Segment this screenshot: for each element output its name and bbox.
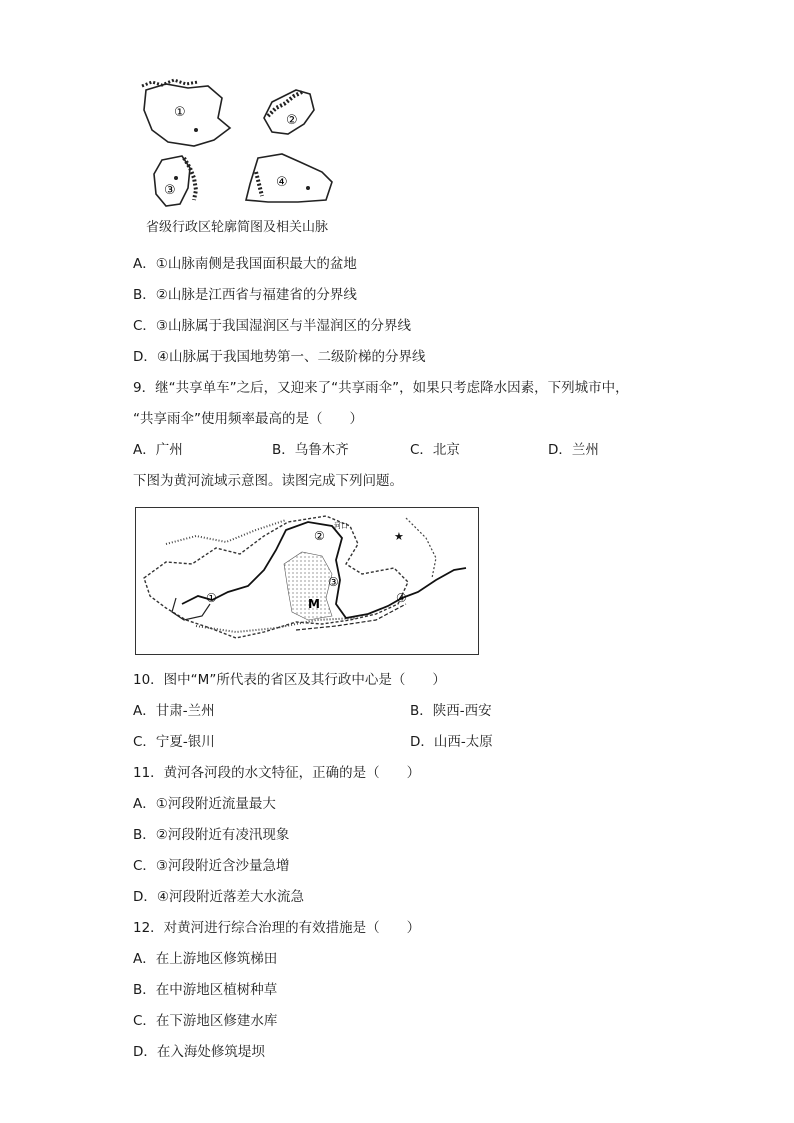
figure1-caption: 省级行政区轮廓简图及相关山脉 [146,220,329,235]
q11-option-b: B．②河段附近有凌汛现象 [133,827,290,843]
map-marker-4: ④ [396,591,407,605]
q11-option-c: C．③河段附近含沙量急增 [133,858,290,874]
q12-option-a: A．在上游地区修筑梯田 [133,951,278,967]
q9-stem-line1: 9．继“共享单车”之后，又迎来了“共享雨伞”，如果只考虑降水因素，下列城市中， [133,380,629,396]
q8-option-b: B．②山脉是江西省与福建省的分界线 [133,287,357,303]
q12-option-d: D．在入海处修筑堤坝 [133,1044,265,1060]
q11-stem: 11．黄河各河段的水文特征，正确的是（ ） [133,765,421,781]
map-marker-3: ③ [328,575,339,589]
q8-option-c: C．③山脉属于我国湿润区与半湿润区的分界线 [133,318,412,334]
marker-3: ③ [164,183,176,198]
q10-option-b: B．陕西-西安 [410,703,492,719]
q8-option-d: D．④山脉属于我国地势第一、二级阶梯的分界线 [133,349,426,365]
yellow-river-intro: 下图为黄河流域示意图。读图完成下列问题。 [133,473,403,489]
q12-option-b: B．在中游地区植树种草 [133,982,278,998]
q9-option-d: D．兰州 [548,442,599,458]
q9-stem-line2: “共享雨伞”使用频率最高的是（ ） [133,411,363,427]
q9-option-c: C．北京 [410,442,460,458]
province-outline-figure [138,76,338,214]
q11-option-d: D．④河段附近落差大水流急 [133,889,304,905]
map-marker-1: ① [206,591,217,605]
q8-option-a: A．①山脉南侧是我国面积最大的盆地 [133,256,357,272]
yellow-river-map [135,507,479,655]
q12-option-c: C．在下游地区修建水库 [133,1013,278,1029]
q9-option-a: A．广州 [133,442,183,458]
q10-stem: 10．图中“M”所代表的省区及其行政中心是（ ） [133,672,446,688]
q12-stem: 12．对黄河进行综合治理的有效措施是（ ） [133,920,421,936]
q10-option-a: A．甘肃-兰州 [133,703,215,719]
capital-star-icon: ★ [394,530,404,543]
q9-option-b: B．乌鲁木齐 [272,442,349,458]
marker-1: ① [174,105,186,120]
marker-2: ② [286,113,298,128]
q10-option-c: C．宁夏-银川 [133,734,215,750]
marker-4: ④ [276,175,288,190]
q10-option-d: D．山西-太原 [410,734,493,750]
map-label-m: M [308,597,320,611]
q11-option-a: A．①河段附近流量最大 [133,796,276,812]
map-label-hekou: 河口 [334,522,348,530]
map-marker-2: ② [314,529,325,543]
